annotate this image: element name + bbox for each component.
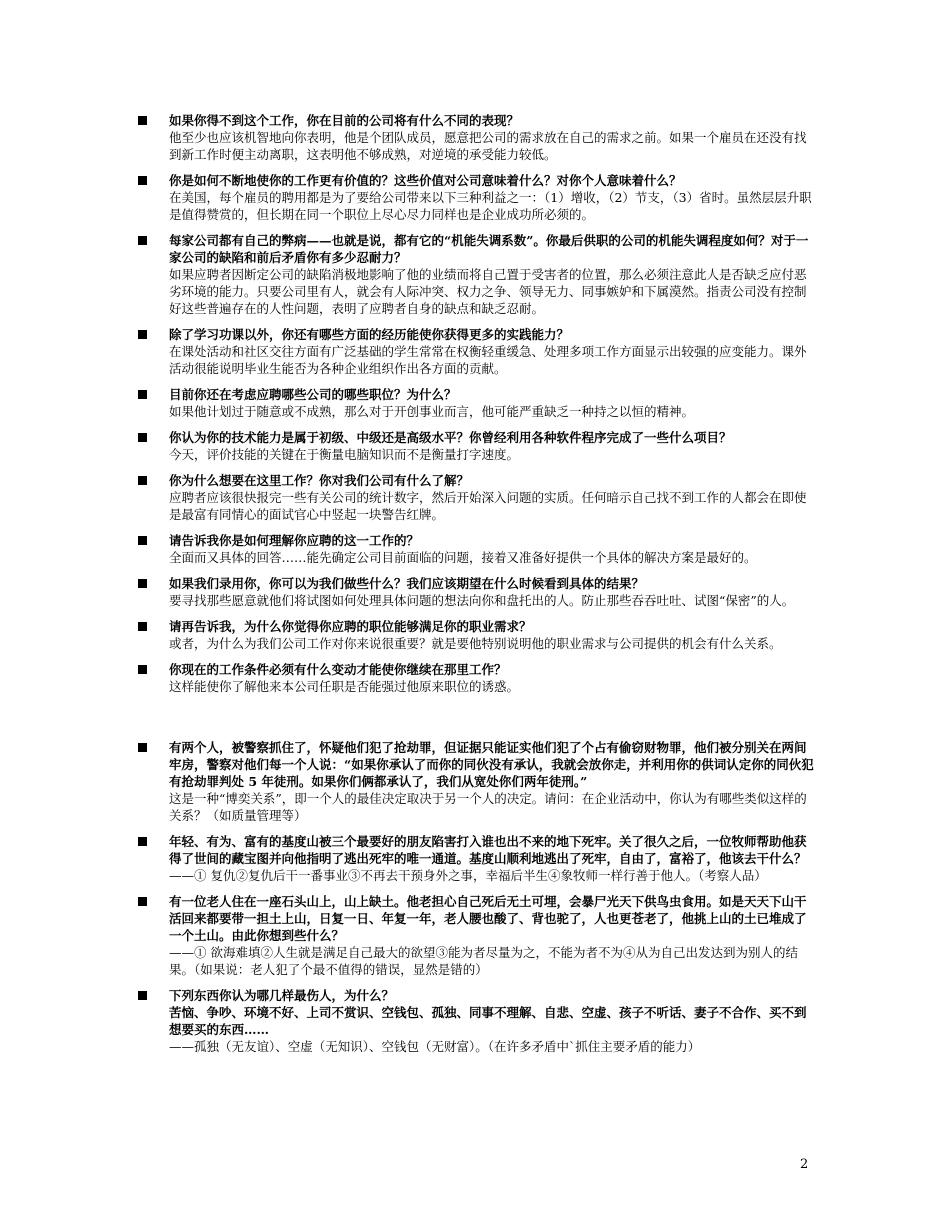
answer-text: 应聘者应该很快报完一些有关公司的统计数字，然后开始深入问题的实质。任何暗示自己找不到工作的人都会在即使是最富有同情心的面试官心中竖起一块警告红牌。 bbox=[169, 490, 807, 522]
square-bullet-icon bbox=[138, 536, 147, 545]
square-bullet-icon bbox=[138, 116, 147, 125]
question-text: 请再告诉我，为什么你觉得你应聘的职位能够满足你的职业需求？ bbox=[169, 619, 532, 634]
answer-text: 如果应聘者因断定公司的缺陷消极地影响了他的业绩而将自己置于受害者的位置，那么必须注意此人是否缺乏应付恶劣环境的能力。只要公司里有人，就会有人际冲突、权力之争、领导无力、同事嫉妒和下属漠然。指责公司没有控制好这些普遍存在的人性问题，表明了应聘者自身的缺点和缺乏忍耐。 bbox=[169, 267, 807, 316]
page-number: 2 bbox=[800, 1157, 809, 1172]
question-item bbox=[138, 172, 818, 223]
question-item bbox=[138, 326, 818, 377]
question-item bbox=[138, 618, 818, 652]
question-item bbox=[138, 112, 818, 163]
question-text: 如果你得不到这个工作，你在目前的公司将有什么不同的表现？ bbox=[169, 113, 520, 128]
answer-text: 在美国，每个雇员的聘用都是为了要给公司带来以下三种利益之一：（1）增收，（2）节支，（3）省时。虽然层层升职是值得赞赏的，但长期在同一个职位上尽心尽力同样也是企业成功所必须的。 bbox=[169, 190, 812, 222]
answer-text: 在课处活动和社区交往方面有广泛基础的学生常常在权衡轻重缓急、处理多项工作方面显示出较强的应变能力。课外活动很能说明毕业生能否为各种企业组织作出各方面的贡献。 bbox=[169, 344, 807, 376]
square-bullet-icon bbox=[138, 665, 147, 674]
question-item bbox=[138, 386, 818, 420]
answer-text: 要寻找那些愿意就他们将试图如何处理具体问题的想法向你和盘托出的人。防止那些吞吞吐吐、试图“保密”的人。 bbox=[169, 593, 795, 608]
answer-text: 或者，为什么为我们公司工作对你来说很重要？就是要他特别说明他的职业需求与公司提供的机会有什么关系。 bbox=[169, 636, 782, 651]
square-bullet-icon bbox=[138, 743, 147, 752]
answer-text: 这是一种“博奕关系”，即一个人的最佳决定取决于另一个人的决定。请问：在企业活动中，你认为有哪些类似这样的关系？（如质量管理等） bbox=[169, 791, 807, 823]
square-bullet-icon bbox=[138, 837, 147, 846]
question-item bbox=[138, 429, 818, 463]
answer-text: 这样能使你了解他来本公司任职是否能强过他原来职位的诱惑。 bbox=[169, 679, 520, 694]
square-bullet-icon bbox=[138, 991, 147, 1000]
question-item bbox=[138, 987, 818, 1055]
square-bullet-icon bbox=[138, 176, 147, 185]
question-item bbox=[138, 575, 818, 609]
question-text: 你是如何不断地使你的工作更有价值的？这些价值对公司意味着什么？对你个人意味着什么？ bbox=[169, 173, 682, 188]
square-bullet-icon bbox=[138, 622, 147, 631]
square-bullet-icon bbox=[138, 433, 147, 442]
square-bullet-icon bbox=[138, 390, 147, 399]
question-item bbox=[138, 739, 818, 824]
question-text: 每家公司都有自己的弊病——也就是说，都有它的“机能失调系数”。你最后供职的公司的机能失调程度如何？对于一家公司的缺陷和前后矛盾你有多少忍耐力？ bbox=[169, 233, 809, 265]
answer-text: ——① 欲海难填②人生就是满足自己最大的欲望③能为者尽量为之，不能为者不为④从为自己出发达到为别人的结果。（如果说：老人犯了个最不值得的错误，显然是错的） bbox=[169, 945, 798, 977]
question-text: 你现在的工作条件必须有什么变动才能使你继续在那里工作？ bbox=[169, 662, 507, 677]
square-bullet-icon bbox=[138, 330, 147, 339]
question-item bbox=[138, 472, 818, 523]
question-text: 你认为你的技术能力是属于初级、中级还是高级水平？你曾经利用各种软件程序完成了一些什么项目？ bbox=[169, 430, 732, 445]
question-item bbox=[138, 833, 818, 884]
answer-text: 今天，评价技能的关键在于衡量电脑知识而不是衡量打字速度。 bbox=[169, 447, 520, 462]
square-bullet-icon bbox=[138, 897, 147, 906]
question-item bbox=[138, 661, 818, 695]
question-text: 请告诉我你是如何理解你应聘的这一工作的？ bbox=[169, 533, 420, 548]
square-bullet-icon bbox=[138, 236, 147, 245]
answer-text: 如果他计划过于随意或不成熟，那么对于开创事业而言，他可能严重缺乏一种持之以恒的精神。 bbox=[169, 404, 695, 419]
question-text: 如果我们录用你，你可以为我们做些什么？我们应该期望在什么时候看到具体的结果？ bbox=[169, 576, 645, 591]
question-text: 年轻、有为、富有的基度山被三个最要好的朋友陷害打入谁也出不来的地下死牢。关了很久之后，一位牧师帮助他获得了世间的藏宝图并向他指明了逃出死牢的唯一通道。基度山顺利地逃出了死牢，自由了，富裕了，他该去干什么？ bbox=[169, 834, 807, 866]
question-text: 你为什么想要在这里工作？你对我们公司有什么了解？ bbox=[169, 473, 470, 488]
answer-text: 他至少也应该机智地向你表明，他是个团队成员，愿意把公司的需求放在自己的需求之前。如果一个雇员在还没有找到新工作时便主动离职，这表明他不够成熟，对逆境的承受能力较低。 bbox=[169, 130, 807, 162]
question-text-continued: 苦恼、争吵、环境不好、上司不赏识、空钱包、孤独、同事不理解、自悲、空虚、孩子不听话、妻子不合作、买不到想要买的东西…… bbox=[169, 1005, 807, 1037]
question-text: 有一位老人住在一座石头山上，山上缺土。他老担心自己死后无土可埋，会暴尸光天下供鸟虫食用。如是天天下山干活回来都要带一担土上山，日复一日、年复一年，老人腰也酸了、背也驼了，人也更苍老了，他挑上山的土已堆成了一个土山。由此你想到些什么？ bbox=[169, 894, 807, 943]
question-item bbox=[138, 532, 818, 566]
square-bullet-icon bbox=[138, 476, 147, 485]
answer-text: ——① 复仇②复仇后干一番事业③不再去干预身外之事，幸福后半生④象牧师一样行善于他人。（考察人品） bbox=[169, 868, 767, 883]
question-text: 除了学习功课以外，你还有哪些方面的经历能使你获得更多的实践能力？ bbox=[169, 327, 570, 342]
question-text: 下列东西你认为哪几样最伤人，为什么？ bbox=[169, 988, 395, 1003]
question-item bbox=[138, 893, 818, 978]
square-bullet-icon bbox=[138, 579, 147, 588]
answer-text: ——孤独（无友谊）、空虚（无知识）、空钱包（无财富）。（在许多矛盾中`抓住主要矛盾的能力） bbox=[169, 1039, 701, 1054]
question-text: 目前你还在考虑应聘哪些公司的哪些职位？为什么？ bbox=[169, 387, 457, 402]
question-text: 有两个人，被警察抓住了，怀疑他们犯了抢劫罪，但证据只能证实他们犯了个占有偷窃财物罪，他们被分别关在两间牢房，警察对他们每一个人说：“如果你承认了而你的同伙没有承认，我就会放你走，并利用你的供词认定你的同伙犯有抢劫罪判处 5 年徒刑。如果你们俩都承认了，我们从宽处你们两年徒刑。” bbox=[169, 740, 814, 789]
question-item bbox=[138, 232, 818, 317]
answer-text: 全面而又具体的回答……能先确定公司目前面临的问题，接着又准备好提供一个具体的解决方案是最好的。 bbox=[169, 550, 757, 565]
question-list bbox=[138, 112, 818, 1064]
